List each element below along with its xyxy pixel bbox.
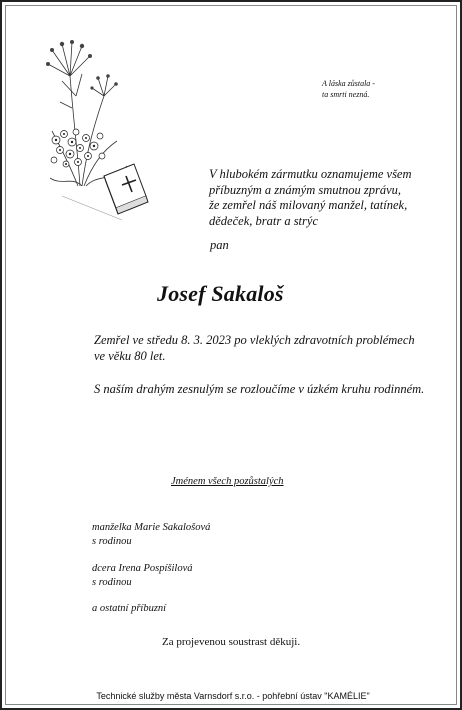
relative-note: s rodinou	[92, 577, 132, 588]
farewell-text: S naším drahým zesnulým se rozloučíme v úzkém kruhu rodinném.	[94, 382, 425, 396]
relative-entry	[92, 602, 166, 616]
relative-name: a ostatní příbuzní	[92, 603, 167, 614]
death-notice-line-1: Zemřel ve středu 8. 3. 2023 po vleklých zdravotních problémech	[94, 333, 415, 347]
relative-name: dcera Irena Pospíšilová	[92, 563, 193, 574]
death-notice	[94, 333, 434, 364]
intro-paragraph	[209, 167, 449, 229]
deceased-name: Josef Sakaloš	[157, 281, 284, 306]
relative-entry	[92, 521, 210, 549]
relative-entry	[92, 562, 193, 590]
death-notice-line-2: ve věku 80 let.	[94, 348, 166, 363]
intro-line-4: dědeček, bratr a strýc	[209, 213, 318, 228]
flowers-and-bible-illustration	[42, 36, 152, 224]
intro-line-2: příbuzným a známým smutnou zprávu,	[209, 182, 402, 197]
salutation: pan	[210, 238, 229, 252]
motto-line-2: ta smrti nezná.	[322, 90, 370, 99]
intro-line-3: že zemřel náš milovaný manžel, tatínek,	[209, 198, 408, 212]
relative-note: s rodinou	[92, 536, 132, 547]
intro-line-1: V hlubokém zármutku oznamujeme všem	[209, 167, 412, 181]
motto-line-1: A láska zůstala -	[322, 79, 375, 88]
thanks-text: Za projevenou soustrast děkuji.	[162, 636, 301, 648]
relative-name: manželka Marie Sakalošová	[92, 522, 211, 533]
on-behalf-heading: Jménem všech pozůstalých	[171, 476, 284, 487]
motto	[322, 78, 375, 100]
footer-funeral-service: Technické služby města Varnsdorf s.r.o. - pohřební ústav "KAMÉLIE"	[96, 691, 370, 701]
